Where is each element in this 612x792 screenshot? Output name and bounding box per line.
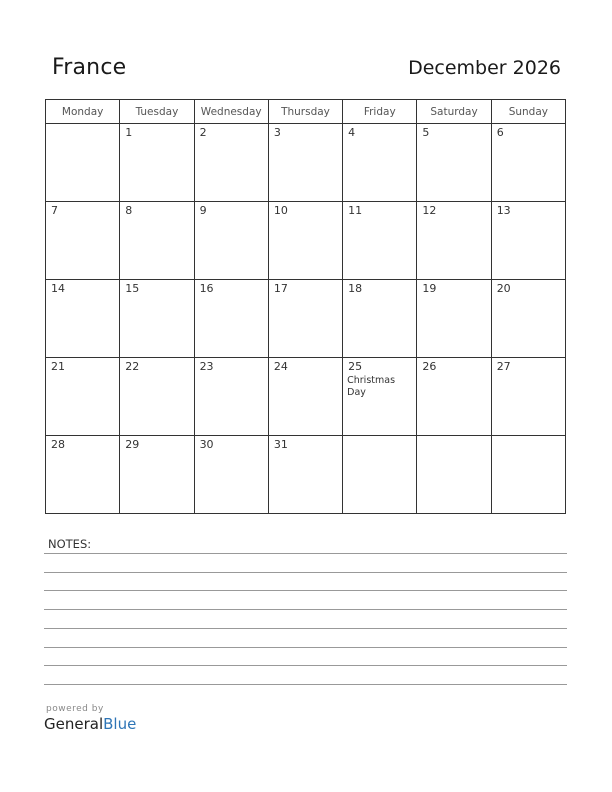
notes-label: NOTES:	[48, 537, 92, 551]
day-cell-holiday	[343, 358, 417, 436]
day-number: 26	[422, 360, 437, 373]
day-number	[417, 436, 490, 438]
note-line	[44, 590, 567, 591]
day-number	[46, 124, 119, 126]
week-row	[46, 436, 566, 514]
day-number: 31	[273, 438, 288, 451]
day-number	[492, 436, 565, 438]
note-line	[44, 628, 567, 629]
weekday-header-row	[46, 100, 566, 124]
day-number: 16	[199, 282, 214, 295]
brand-name-blue: Blue	[103, 715, 137, 733]
day-cell	[194, 124, 268, 202]
day-number: 20	[496, 282, 511, 295]
week-row	[46, 202, 566, 280]
holiday-label: Christmas Day	[347, 375, 396, 398]
day-cell	[491, 280, 565, 358]
day-cell	[417, 202, 491, 280]
day-cell	[194, 202, 268, 280]
day-cell	[343, 280, 417, 358]
note-line	[44, 553, 567, 554]
note-line	[44, 609, 567, 610]
day-cell	[46, 124, 120, 202]
day-number: 6	[496, 126, 504, 139]
day-cell	[491, 202, 565, 280]
brand-name-general: General	[44, 715, 104, 733]
day-number: 2	[199, 126, 207, 139]
day-number: 12	[422, 204, 437, 217]
day-number: 27	[496, 360, 511, 373]
day-number: 11	[348, 204, 363, 217]
calendar-grid	[45, 99, 566, 514]
day-number: 10	[273, 204, 288, 217]
day-cell	[46, 436, 120, 514]
day-cell	[120, 280, 194, 358]
day-cell	[491, 358, 565, 436]
day-cell	[120, 124, 194, 202]
day-number: 23	[199, 360, 214, 373]
day-number: 18	[348, 282, 363, 295]
day-cell	[417, 358, 491, 436]
day-cell	[417, 124, 491, 202]
brand-name	[44, 715, 136, 733]
note-line	[44, 684, 567, 685]
day-number: 22	[125, 360, 140, 373]
week-row	[46, 358, 566, 436]
week-row	[46, 280, 566, 358]
weekday-header: Wednesday	[194, 100, 268, 124]
day-cell	[491, 124, 565, 202]
day-cell	[46, 202, 120, 280]
month-title: December 2026	[408, 57, 561, 79]
day-cell	[417, 436, 491, 514]
day-number: 25	[348, 360, 363, 373]
day-cell	[194, 436, 268, 514]
day-number: 7	[51, 204, 58, 217]
day-cell	[120, 436, 194, 514]
day-number: 21	[51, 360, 65, 373]
brand-logo	[44, 704, 136, 733]
note-line	[44, 572, 567, 573]
day-cell	[268, 124, 342, 202]
day-number: 24	[273, 360, 288, 373]
day-cell	[46, 280, 120, 358]
weekday-header: Thursday	[268, 100, 342, 124]
day-cell	[343, 436, 417, 514]
day-cell	[268, 436, 342, 514]
day-number: 13	[496, 204, 511, 217]
day-cell	[343, 124, 417, 202]
day-number: 9	[199, 204, 207, 217]
day-number: 1	[125, 126, 133, 139]
day-number: 14	[51, 282, 65, 295]
day-cell	[268, 358, 342, 436]
day-number: 4	[348, 126, 356, 139]
day-cell	[194, 358, 268, 436]
powered-by-text: powered by	[46, 704, 104, 714]
weekday-header: Monday	[46, 100, 120, 124]
note-line	[44, 665, 567, 666]
day-number: 3	[273, 126, 281, 139]
day-number: 8	[125, 204, 133, 217]
day-number: 15	[125, 282, 140, 295]
day-number: 19	[422, 282, 437, 295]
weekday-header: Tuesday	[120, 100, 194, 124]
day-cell	[120, 358, 194, 436]
day-cell	[268, 202, 342, 280]
day-number	[343, 436, 416, 438]
day-number: 29	[125, 438, 140, 451]
country-title: France	[52, 55, 127, 80]
day-cell	[46, 358, 120, 436]
day-number: 5	[422, 126, 430, 139]
day-number: 17	[273, 282, 288, 295]
week-row	[46, 124, 566, 202]
note-line	[44, 647, 567, 648]
day-cell	[417, 280, 491, 358]
day-cell	[491, 436, 565, 514]
day-number: 28	[51, 438, 65, 451]
day-cell	[194, 280, 268, 358]
weekday-header: Friday	[343, 100, 417, 124]
day-cell	[268, 280, 342, 358]
day-cell	[120, 202, 194, 280]
day-number: 30	[199, 438, 214, 451]
day-cell	[343, 202, 417, 280]
weekday-header: Saturday	[417, 100, 491, 124]
weekday-header: Sunday	[491, 100, 565, 124]
